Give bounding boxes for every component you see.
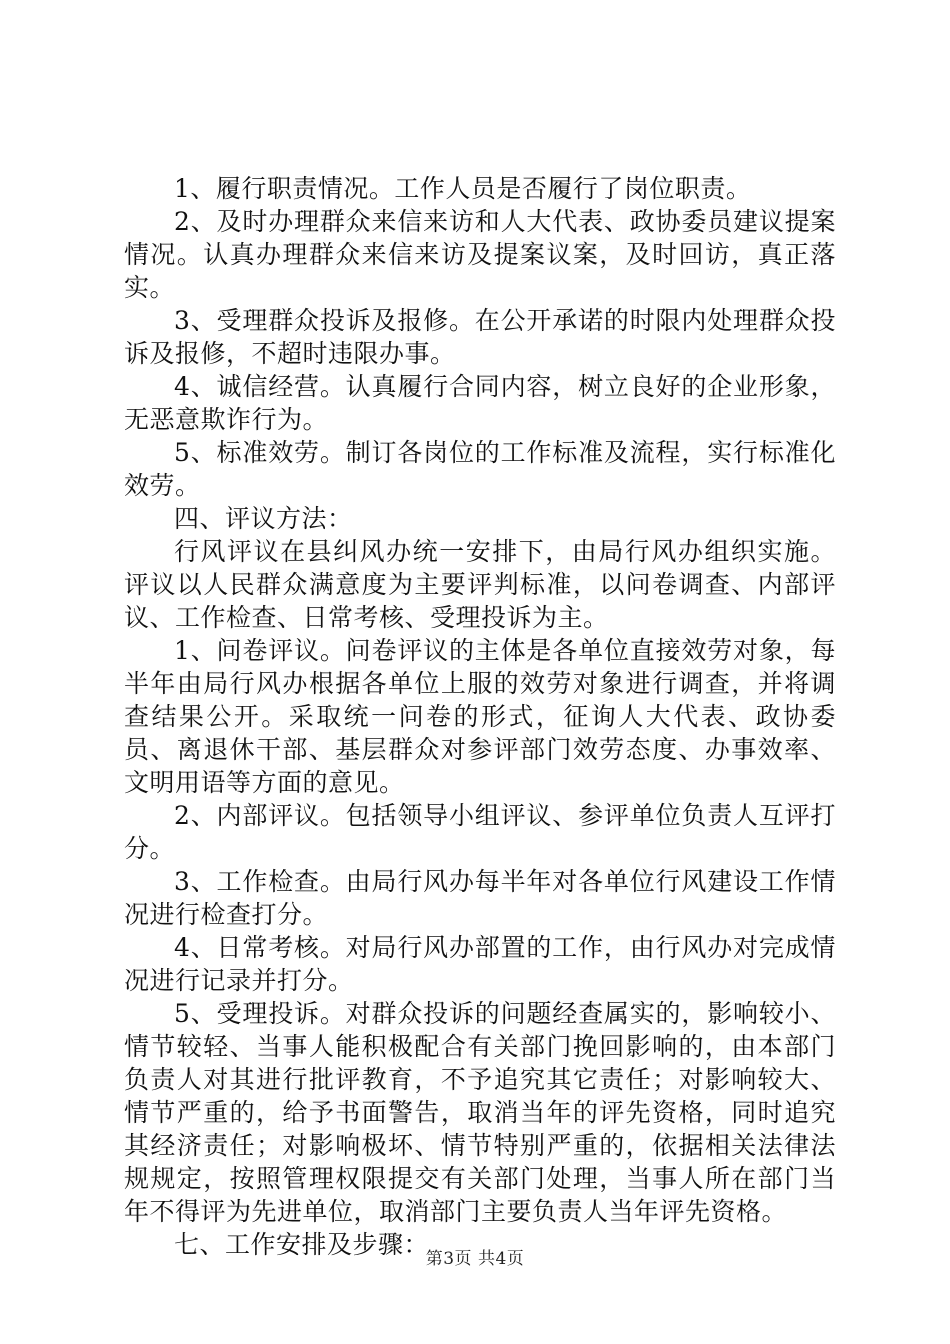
paragraph-complaints-repairs: 3、受理群众投诉及报修。在公开承诺的时限内处理群众投诉及报修，不超时违限办事。 [124, 306, 836, 368]
paragraph-standard-service: 5、标准效劳。制订各岗位的工作标准及流程，实行标准化效劳。 [124, 438, 836, 500]
paragraph-integrity: 4、诚信经营。认真履行合同内容，树立良好的企业形象，无恶意欺诈行为。 [124, 372, 836, 434]
paragraph-daily-assessment: 4、日常考核。对局行风办部置的工作，由行风办对完成情况进行记录并打分。 [124, 933, 836, 995]
paragraph-petition-handling: 2、及时办理群众来信来访和人大代表、政协委员建议提案情况。认真办理群众来信来访及提案议案，及时回访，真正落实。 [124, 207, 836, 302]
paragraph-internal-review: 2、内部评议。包括领导小组评议、参评单位负责人互评打分。 [124, 801, 836, 863]
page-number-footer: 第3页 共4页 [425, 1249, 525, 1269]
paragraph-questionnaire: 1、问卷评议。问卷评议的主体是各单位直接效劳对象，每半年由局行风办根据各单位上服的效劳对象进行调查，并将调查结果公开。采取统一问卷的形式，征询人大代表、政协委员、离退休干部、基层群众对参评部门效劳态度、办事效率、文明用语等方面的意见。 [124, 636, 836, 797]
section-heading-evaluation-method: 四、评议方法： [174, 504, 353, 533]
paragraph-duty-performance: 1、履行职责情况。工作人员是否履行了岗位职责。 [174, 174, 752, 203]
document-body [124, 172, 836, 1261]
paragraph-work-inspection: 3、工作检查。由局行风办每半年对各单位行风建设工作情况进行检查打分。 [124, 867, 836, 929]
paragraph-complaint-handling: 5、受理投诉。对群众投诉的问题经查属实的，影响较小、情节较轻、当事人能积极配合有关部门挽回影响的，由本部门负责人对其进行批评教育，不予追究其它责任；对影响较大、情节严重的，给予书面警告，取消当年的评先资格，同时追究其经济责任；对影响极坏、情节特别严重的，依据相关法律法规规定，按照管理权限提交有关部门处理，当事人所在部门当年不得评为先进单位，取消部门主要负责人当年评先资格。 [124, 999, 836, 1226]
paragraph-evaluation-overview: 行风评议在县纠风办统一安排下，由局行风办组织实施。评议以人民群众满意度为主要评判标准，以问卷调查、内部评议、工作检查、日常考核、受理投诉为主。 [124, 537, 836, 632]
section-heading-work-steps: 七、工作安排及步骤： [174, 1230, 430, 1259]
